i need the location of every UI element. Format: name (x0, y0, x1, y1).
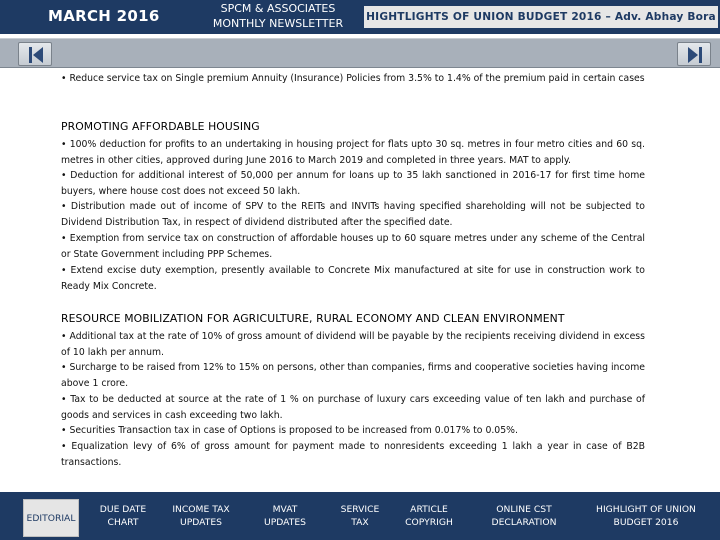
article-copyright-link[interactable] (398, 492, 460, 540)
mvat-label-line2: UPDATES (264, 517, 306, 528)
newsletter-title-line2: MONTHLY NEWSLETTER (212, 17, 344, 30)
intro-paragraph: • Reduce service tax on Single premium Annuity (Insurance) Policies from 3.5% to 1.4% of the premium paid in certain cases (61, 73, 645, 84)
housing-bullet-2: • Deduction for additional interest of 50,000 per annum for loans up to 35 lakh sanctioned in 2016-17 for first time home buyers, where house cost does not exceed 50 lakh. (61, 170, 645, 197)
arrow-left-icon (19, 43, 53, 67)
income-tax-label-line1: INCOME TAX (172, 504, 230, 515)
next-page-button[interactable] (677, 42, 711, 66)
section-heading-housing: PROMOTING AFFORDABLE HOUSING (61, 120, 260, 133)
editorial-label: EDITORIAL (26, 512, 76, 524)
housing-bullet-3: • Distribution made out of income of SPV to the REITs and INVITs having specified shareholding will not be subjected to Dividend Distribution Tax, in respect of dividend distributed after the specified date. (61, 201, 645, 228)
cst-label-line2: DECLARATION (491, 517, 557, 528)
previous-page-button[interactable] (18, 42, 52, 66)
highlight-label-line2: BUDGET 2016 (613, 517, 679, 528)
income-tax-label-line2: UPDATES (179, 517, 222, 528)
arrow-right-icon (678, 43, 712, 67)
resource-bullet-2: • Surcharge to be raised from 12% to 15% on persons, other than companies, firms and cooperative societies having income above 1 crore. (61, 362, 645, 389)
page-title: HIGHTLIGHTS OF UNION BUDGET 2016 – Adv. Abhay Bora (364, 6, 718, 28)
highlight-label-line1: HIGHLIGHT OF UNION (596, 504, 696, 515)
newsletter-title-line1: SPCM & ASSOCIATES (220, 2, 336, 15)
header-bar (0, 0, 720, 34)
housing-bullet-1: • 100% deduction for profits to an undertaking in housing project for flats upto 30 sq. metres in four metro cities and 60 sq. metres in other cities, approved during June 2016 to March 2019 and completed in three years. MAT to apply. (61, 139, 645, 166)
editorial-link[interactable] (23, 499, 79, 537)
housing-bullet-4: • Exemption from service tax on construction of affordable houses up to 60 square metres under any scheme of the Central or State Government including PPP Schemes. (61, 233, 645, 260)
footer-navigation (0, 492, 720, 540)
service-tax-link[interactable] (330, 492, 390, 540)
due-date-label-line1: DUE DATE (99, 504, 147, 515)
due-date-label-line2: CHART (107, 517, 139, 528)
article-label-line2: COPYRIGH (405, 517, 453, 528)
issue-month: MARCH 2016 (48, 7, 160, 25)
cst-label-line1: ONLINE CST (496, 504, 552, 515)
income-tax-updates-link[interactable] (164, 492, 238, 540)
housing-bullet-5: • Extend excise duty exemption, presently available to Concrete Mix manufactured at site for use in construction work to Ready Mix Concrete. (61, 265, 645, 292)
article-label-line1: ARTICLE (410, 504, 448, 515)
mvat-label-line1: MVAT (272, 504, 298, 515)
article-body (0, 70, 720, 492)
navigation-bar (0, 38, 720, 68)
due-date-chart-link[interactable] (92, 492, 154, 540)
resource-bullet-4: • Securities Transaction tax in case of Options is proposed to be increased from 0.017% to 0.05%. (61, 425, 518, 436)
mvat-updates-link[interactable] (252, 492, 318, 540)
online-cst-declaration-link[interactable] (482, 492, 566, 540)
highlight-union-budget-link[interactable] (590, 492, 702, 540)
service-tax-label-line1: SERVICE (340, 504, 380, 515)
resource-bullet-5: • Equalization levy of 6% of gross amount for payment made to nonresidents exceeding 1 lakh a year in case of B2B transactions. (61, 441, 645, 468)
resource-bullet-1: • Additional tax at the rate of 10% of gross amount of dividend will be payable by the recipients receiving dividend in excess of 10 lakh per annum. (61, 331, 645, 358)
section-heading-resource: RESOURCE MOBILIZATION FOR AGRICULTURE, RURAL ECONOMY AND CLEAN ENVIRONMENT (61, 312, 565, 325)
newsletter-title (198, 0, 358, 34)
resource-bullet-3: • Tax to be deducted at source at the rate of 1 % on purchase of luxury cars exceeding value of ten lakh and purchase of goods and services in cash exceeding two lakh. (61, 394, 645, 421)
service-tax-label-line2: TAX (351, 517, 369, 528)
